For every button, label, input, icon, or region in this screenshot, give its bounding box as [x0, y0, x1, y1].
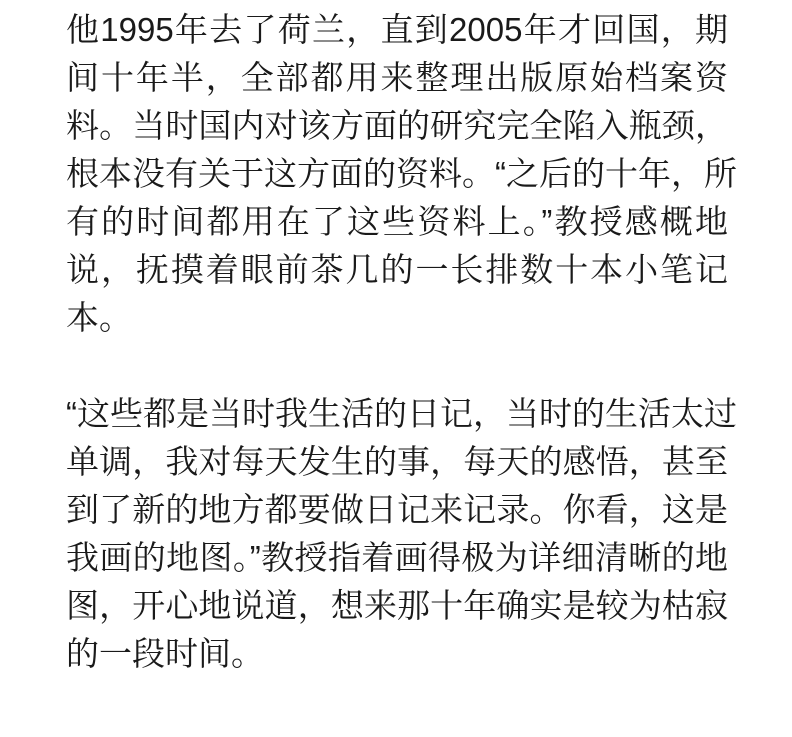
text-line: 的一段时间。	[66, 635, 264, 672]
text-line: 我画的地图。”教授指着画得极为详细清晰的地	[66, 539, 728, 576]
text-line: 图，开心地说道，想来那十年确实是较为枯寂	[66, 587, 728, 624]
text-line: 根本没有关于这方面的资料。“之后的十年，所	[66, 155, 737, 192]
text-line: 到了新的地方都要做日记来记录。你看，这是	[66, 491, 728, 528]
paragraph-2	[66, 390, 737, 678]
text-line: “这些都是当时我生活的日记，当时的生活太过	[66, 395, 737, 432]
paragraph-1	[66, 6, 737, 342]
text-line: 单调，我对每天发生的事，每天的感悟，甚至	[66, 443, 728, 480]
text-line: 本。	[66, 299, 132, 336]
text-line: 有的时间都用在了这些资料上。”教授感概地	[66, 203, 728, 240]
text-line: 他1995年去了荷兰，直到2005年才回国，期	[66, 11, 728, 48]
text-line: 说，抚摸着眼前茶几的一长排数十本小笔记	[66, 251, 728, 288]
text-line: 间十年半，全部都用来整理出版原始档案资	[66, 59, 728, 96]
text-line: 料。当时国内对该方面的研究完全陷入瓶颈，	[66, 107, 728, 144]
